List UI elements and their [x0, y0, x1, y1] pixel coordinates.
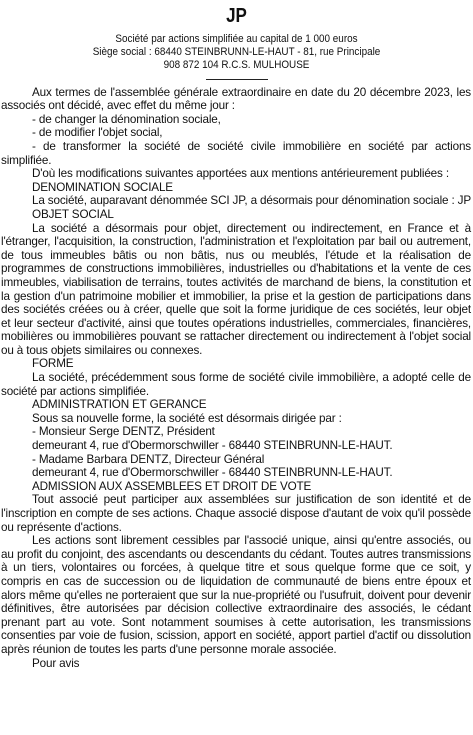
- company-title: JP: [226, 5, 247, 27]
- paragraph: - de changer la dénomination sociale,: [32, 112, 221, 126]
- company-registration: 908 872 104 R.C.S. MULHOUSE: [163, 59, 310, 72]
- paragraph: La société a désormais pour objet, directement ou indirectement, en France et à l'étranger, l'acquisition, la construction, l'administration et l'exploitation par bail ou autrement, de tous immeubles bâtis ou non bâtis, nus ou meublés, l'étude et la réalisation de programmes de constructions immobilières, industrielles ou d'habitations et la vente de ces immeubles, viabilisation de terrains, toutes activités de marchand de biens, la constitution et la gestion d'un patrimoine mobilier et immobilier, la prise et la gestion de participations dans des sociétés créées ou à créer, quelle que soit la forme juridique de ces sociétés, leur objet et leur secteur d'activité, ainsi que toutes opérations industrielles, commerciales, financières, mobilières ou immobilières pouvant se rattacher directement ou indirectement à l'objet social ou à tous objets similaires ou connexes.: [1, 221, 471, 357]
- company-address: Siège social : 68440 STEINBRUNN-LE-HAUT - 81, rue Principale: [92, 46, 381, 59]
- paragraph: - Madame Barbara DENTZ, Directeur Général: [32, 452, 265, 466]
- paragraph: Tout associé peut participer aux assemblées sur justification de son identité et de l'inscription en compte de ses actions. Chaque associé dispose d'autant de voix qu'il possède ou représente d'actions.: [1, 493, 471, 534]
- section-heading: DENOMINATION SOCIALE: [32, 180, 173, 194]
- company-capital: Société par actions simplifiée au capital de 1 000 euros: [115, 33, 358, 45]
- paragraph: D'où les modifications suivantes apportées aux mentions antérieurement publiées :: [32, 167, 449, 181]
- legal-notice: [0, 5, 473, 735]
- paragraph: - de modifier l'objet social,: [32, 126, 163, 140]
- paragraph: Pour avis: [32, 656, 80, 670]
- section-heading: ADMISSION AUX ASSEMBLEES ET DROIT DE VOTE: [32, 479, 312, 493]
- notice-body: [0, 86, 473, 671]
- paragraph: Sous sa nouvelle forme, la société est désormais dirigée par :: [32, 411, 342, 425]
- paragraph: Aux termes de l'assemblée générale extraordinaire en date du 20 décembre 2023, les associés ont décidé, avec effet du même jour :: [1, 85, 471, 113]
- paragraph: Les actions sont librement cessibles par l'associé unique, ainsi qu'entre associés, ou au profit du conjoint, des ascendants ou descendants du cédant. Toutes autres transmissions à un tiers, volontaires ou forcées, à quelque titre et sous quelque forme que ce soit, y compris en cas de succession ou de liquidation de communauté de biens entre époux et alors même qu'elles ne porteraient que sur la nue-propriété ou l'usufruit, doivent pour devenir définitives, être autorisées par décision collective extraordinaire des associés, le cédant prenant part au vote. Sont notamment soumises à cette autorisation, les transmissions consenties par voie de fusion, scission, apport en société, apport partiel d'actif ou dissolution après réunion de toutes les parts d'une personne morale associée.: [1, 534, 471, 656]
- paragraph: demeurant 4, rue d'Obermorschwiller - 68440 STEINBRUNN-LE-HAUT.: [32, 466, 393, 480]
- section-heading: OBJET SOCIAL: [32, 207, 114, 221]
- paragraph: La société, auparavant dénommée SCI JP, a désormais pour dénomination sociale : JP: [32, 194, 472, 208]
- paragraph: La société, précédemment sous forme de société civile immobilière, a adopté celle de société par actions simplifiée.: [1, 371, 471, 398]
- paragraph: demeurant 4, rue d'Obermorschwiller - 68440 STEINBRUNN-LE-HAUT.: [32, 439, 393, 453]
- section-heading: FORME: [32, 357, 74, 371]
- section-heading: ADMINISTRATION ET GERANCE: [32, 398, 207, 412]
- paragraph: - Monsieur Serge DENTZ, Président: [32, 425, 215, 439]
- paragraph: - de transformer la société de société civile immobilière en société par actions simplifiée.: [1, 139, 471, 167]
- separator-rule: [206, 79, 268, 80]
